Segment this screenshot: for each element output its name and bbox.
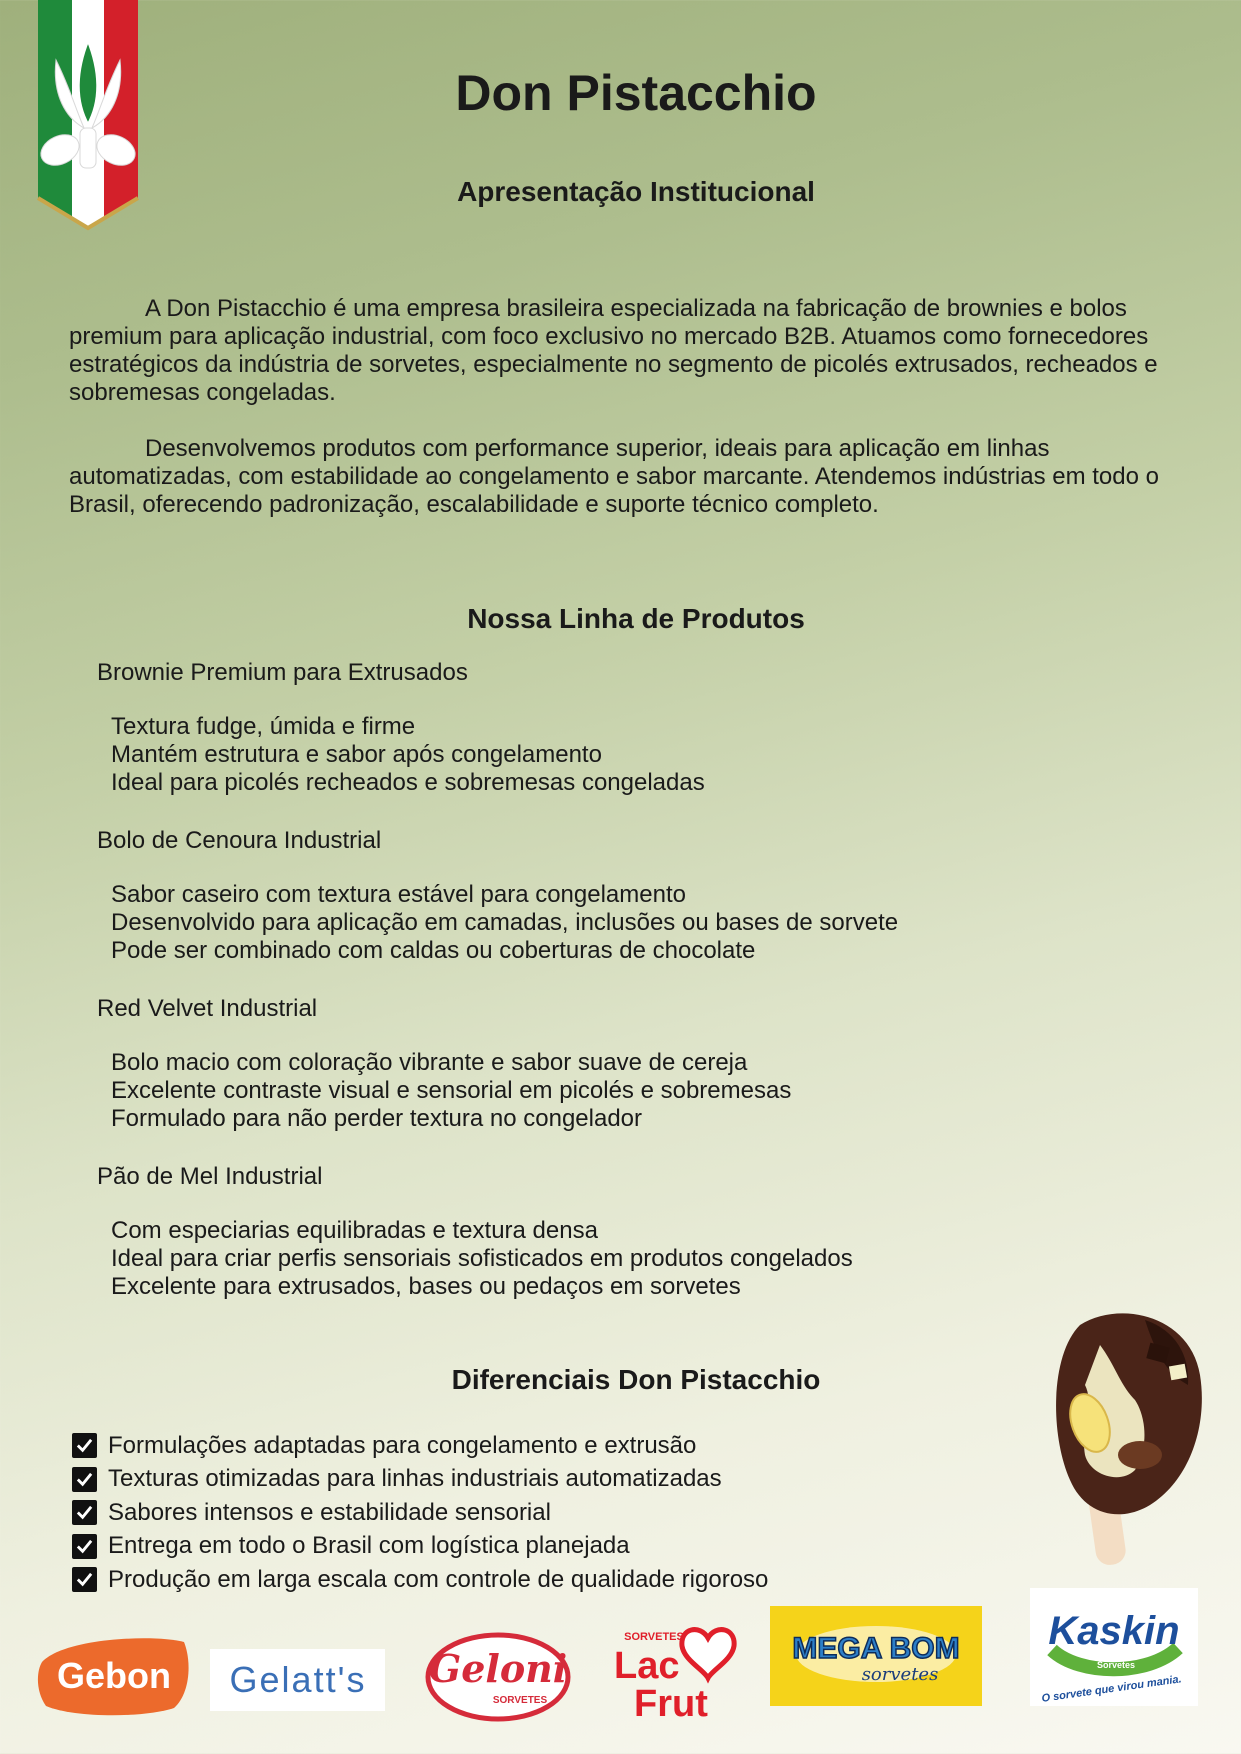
differential-text: Entrega em todo o Brasil com logística planejada bbox=[108, 1532, 630, 1560]
checkbox-checked-icon bbox=[72, 1500, 97, 1525]
geloni-logo-text: Geloni bbox=[428, 1646, 568, 1691]
product-feature: Textura fudge, úmida e firme bbox=[111, 713, 416, 740]
kaskin-logo-subtext: Sorvetes bbox=[1096, 1660, 1136, 1670]
lacfrut-logo-line1: Lac bbox=[614, 1645, 680, 1687]
checkbox-checked-icon bbox=[72, 1467, 97, 1492]
product-feature-list bbox=[111, 1049, 791, 1133]
kaskin-logo bbox=[1030, 1588, 1198, 1706]
product-feature: Com especiarias equilibradas e textura densa bbox=[111, 1217, 598, 1244]
megabom-logo bbox=[770, 1606, 982, 1706]
product-feature: Bolo macio com coloração vibrante e sabor suave de cereja bbox=[111, 1049, 748, 1076]
product-feature-list bbox=[111, 713, 705, 797]
intro-paragraph: A Don Pistacchio é uma empresa brasileira especializada na fabricação de brownies e bolos premium para aplicação industrial, com foco exclusivo no mercado B2B. Atuamos como fornecedores estratégicos da indústria de sorvetes, especialmente no segmento de picolés extrusados, recheados e sobremesas congeladas. bbox=[69, 295, 1158, 406]
differential-item bbox=[72, 1463, 768, 1497]
document-title: Don Pistacchio bbox=[455, 65, 817, 121]
product-feature: Ideal para picolés recheados e sobremesas congeladas bbox=[111, 769, 705, 796]
checkbox-checked-icon bbox=[72, 1567, 97, 1592]
document-subtitle: Apresentação Institucional bbox=[457, 176, 815, 207]
differential-item bbox=[72, 1530, 768, 1564]
product-feature: Formulado para não perder textura no congelador bbox=[111, 1105, 642, 1132]
product-feature-list bbox=[111, 881, 898, 965]
product-name: Bolo de Cenoura Industrial bbox=[97, 827, 382, 854]
lacfrut-logo-top: SORVETES bbox=[624, 1631, 684, 1643]
gebon-logo-text: Gebon bbox=[57, 1655, 171, 1696]
differential-item bbox=[72, 1563, 768, 1597]
differential-text: Produção em larga escala com controle de qualidade rigoroso bbox=[108, 1565, 769, 1593]
product-feature: Sabor caseiro com textura estável para congelamento bbox=[111, 881, 686, 908]
products-heading: Nossa Linha de Produtos bbox=[467, 603, 805, 634]
product-name: Red Velvet Industrial bbox=[97, 995, 318, 1022]
differentials-heading: Diferenciais Don Pistacchio bbox=[451, 1364, 821, 1395]
product-feature: Mantém estrutura e sabor após congelamento bbox=[111, 741, 602, 768]
checkbox-checked-icon bbox=[72, 1433, 97, 1458]
kaskin-logo-slogan: O sorvete que virou mania. bbox=[1040, 1673, 1183, 1705]
chocolate-popsicle-image bbox=[1040, 1305, 1210, 1575]
megabom-logo-subtext: sorvetes bbox=[861, 1664, 939, 1685]
product-feature: Excelente para extrusados, bases ou pedaços em sorvetes bbox=[111, 1273, 741, 1300]
product-feature-list bbox=[111, 1217, 853, 1301]
megabom-logo-text: MEGA BOM bbox=[792, 1632, 960, 1665]
differential-text: Formulações adaptadas para congelamento e extrusão bbox=[108, 1431, 697, 1459]
differentials-list bbox=[72, 1429, 768, 1597]
checkbox-checked-icon bbox=[72, 1534, 97, 1559]
product-name: Pão de Mel Industrial bbox=[97, 1163, 323, 1190]
gelatts-logo-text: Gelatt's bbox=[229, 1659, 367, 1700]
lacfrut-logo bbox=[608, 1620, 738, 1725]
differential-item bbox=[72, 1429, 768, 1463]
product-feature: Pode ser combinado com caldas ou coberturas de chocolate bbox=[111, 937, 756, 964]
differential-text: Sabores intensos e estabilidade sensorial bbox=[108, 1498, 551, 1526]
geloni-logo-subtext: SORVETES bbox=[492, 1695, 548, 1706]
gelatts-logo bbox=[210, 1645, 385, 1715]
product-feature: Ideal para criar perfis sensoriais sofisticados em produtos congelados bbox=[111, 1245, 853, 1272]
product-feature: Desenvolvido para aplicação em camadas, inclusões ou bases de sorvete bbox=[111, 909, 899, 936]
gebon-logo bbox=[34, 1632, 194, 1718]
geloni-logo bbox=[424, 1630, 572, 1725]
differential-item bbox=[72, 1496, 768, 1530]
product-name: Brownie Premium para Extrusados bbox=[97, 659, 468, 686]
kaskin-logo-text: Kaskin bbox=[1048, 1609, 1180, 1653]
lacfrut-logo-line2: Frut bbox=[634, 1683, 708, 1725]
differential-text: Texturas otimizadas para linhas industriais automatizadas bbox=[108, 1465, 722, 1493]
intro-paragraph: Desenvolvemos produtos com performance superior, ideais para aplicação em linhas automatizadas, com estabilidade ao congelamento e sabor marcante. Atendemos indústrias em todo o Brasil, oferecendo padronização, escalabilidade e suporte técnico completo. bbox=[69, 435, 1159, 518]
product-feature: Excelente contraste visual e sensorial em picolés e sobremesas bbox=[111, 1077, 792, 1104]
